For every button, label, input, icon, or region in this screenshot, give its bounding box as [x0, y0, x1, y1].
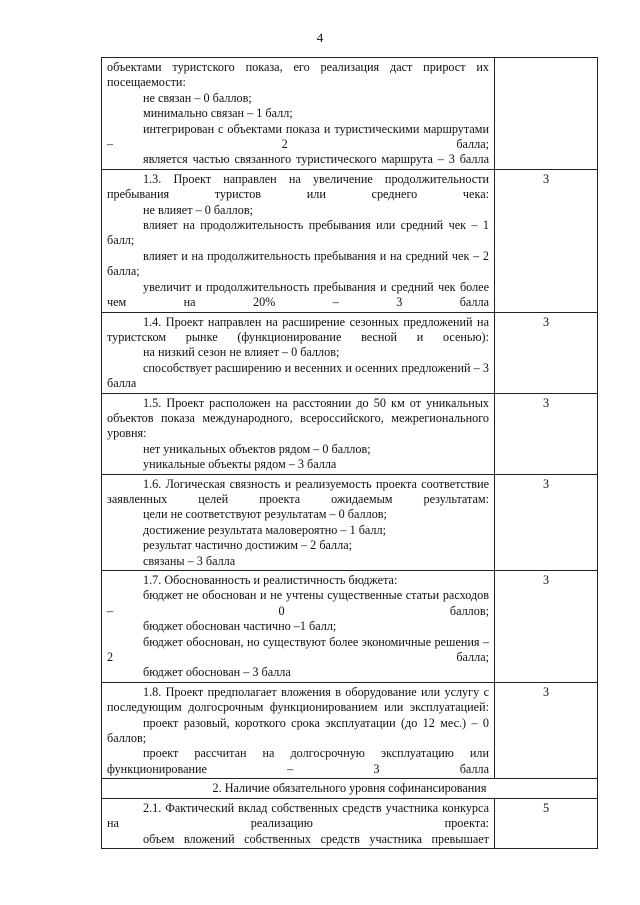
criterion-option: проект разовый, короткого срока эксплуатации (до 12 мес.) – 0 баллов; — [107, 715, 489, 746]
table-row — [102, 393, 598, 474]
criterion-option: минимально связан – 1 балл; — [143, 106, 293, 121]
criterion-option: не связан – 0 баллов; — [143, 90, 252, 105]
criterion-option: объем вложений собственных средств участника превышает — [143, 831, 489, 846]
criterion-option: интегрирован с объектами показа и туристическими маршрутами – 2 балла; — [107, 121, 489, 152]
criterion-text: объектами туристского показа, его реализация даст прирост их посещаемости: — [107, 60, 489, 90]
criterion-description — [102, 312, 495, 393]
criterion-option: бюджет обоснован – 3 балла — [143, 665, 291, 680]
criterion-text: 2.1. Фактический вклад собственных средств участника конкурса на реализацию проекта: — [107, 800, 489, 831]
criterion-score: 3 — [495, 682, 598, 778]
criterion-description — [102, 798, 495, 848]
table-row — [102, 779, 598, 798]
criterion-option: цели не соответствуют результатам – 0 баллов; — [143, 507, 387, 522]
criterion-score: 5 — [495, 798, 598, 848]
criterion-description — [102, 474, 495, 570]
table-row — [102, 682, 598, 778]
criterion-score: 3 — [495, 312, 598, 393]
criterion-option: бюджет не обоснован и не учтены существенные статьи расходов – 0 баллов; — [107, 588, 489, 618]
criterion-score: 3 — [495, 393, 598, 474]
criterion-option: на низкий сезон не влияет – 0 баллов; — [143, 345, 340, 360]
criterion-option: достижение результата маловероятно – 1 балл; — [143, 522, 386, 537]
criterion-option: результат частично достижим – 2 балла; — [143, 538, 352, 553]
criterion-option: нет уникальных объектов рядом – 0 баллов; — [143, 441, 371, 456]
table-row — [102, 571, 598, 683]
criterion-option: уникальные объекты рядом – 3 балла — [143, 457, 337, 472]
criterion-text: 1.7. Обоснованность и реалистичность бюджета: — [143, 573, 398, 587]
criterion-option: является частью связанного туристического маршрута – 3 балла — [143, 152, 489, 167]
criterion-option: проект рассчитан на долгосрочную эксплуатацию или функционирование – 3 балла — [107, 746, 489, 776]
criterion-text: 1.8. Проект предполагает вложения в оборудование или услугу с последующим долгосрочным функционированием или эксплуатацией: — [107, 684, 489, 715]
criterion-text: 1.5. Проект расположен на расстоянии до 50 км от уникальных объектов показа международного, всероссийского, межрегионального уровня: — [107, 395, 489, 441]
criterion-text: 1.3. Проект направлен на увеличение продолжительности пребывания туристов или среднего чека: — [107, 171, 489, 202]
section-heading: 2. Наличие обязательного уровня софинансирования — [102, 779, 598, 798]
criterion-score: 3 — [495, 169, 598, 312]
criterion-description — [102, 682, 495, 778]
criterion-option: не влияет – 0 баллов; — [143, 202, 253, 217]
criterion-option: бюджет обоснован, но существуют более экономичные решения – 2 балла; — [107, 634, 489, 665]
criteria-table — [101, 57, 598, 849]
criterion-score: 3 — [495, 474, 598, 570]
criterion-description — [102, 571, 495, 683]
table-row — [102, 312, 598, 393]
page-number: 4 — [316, 30, 324, 45]
criterion-text: 1.6. Логическая связность и реализуемость проекта соответствие заявленных целей проекта ожидаемым результатам: — [107, 476, 489, 506]
criterion-option: влияет на продолжительность пребывания или средний чек – 1 балл; — [107, 218, 489, 248]
table-row — [102, 58, 598, 170]
criterion-option: влияет и на продолжительность пребывания и на средний чек – 2 балла; — [107, 248, 489, 279]
criterion-option: увеличит и продолжительность пребывания и средний чек более чем на 20% – 3 балла — [107, 279, 489, 310]
table-row — [102, 798, 598, 848]
table-row — [102, 474, 598, 570]
criterion-description — [102, 58, 495, 170]
criterion-option: связаны – 3 балла — [143, 553, 236, 568]
criterion-text: 1.4. Проект направлен на расширение сезонных предложений на туристском рынке (функционирование весной и осенью): — [107, 314, 489, 344]
criterion-option: бюджет обоснован частично –1 балл; — [143, 619, 337, 634]
criterion-score: 3 — [495, 571, 598, 683]
criterion-option: способствует расширению и весенних и осенних предложений – 3 балла — [107, 360, 489, 391]
criterion-description — [102, 169, 495, 312]
table-row — [102, 169, 598, 312]
criterion-score — [495, 58, 598, 170]
criterion-description — [102, 393, 495, 474]
